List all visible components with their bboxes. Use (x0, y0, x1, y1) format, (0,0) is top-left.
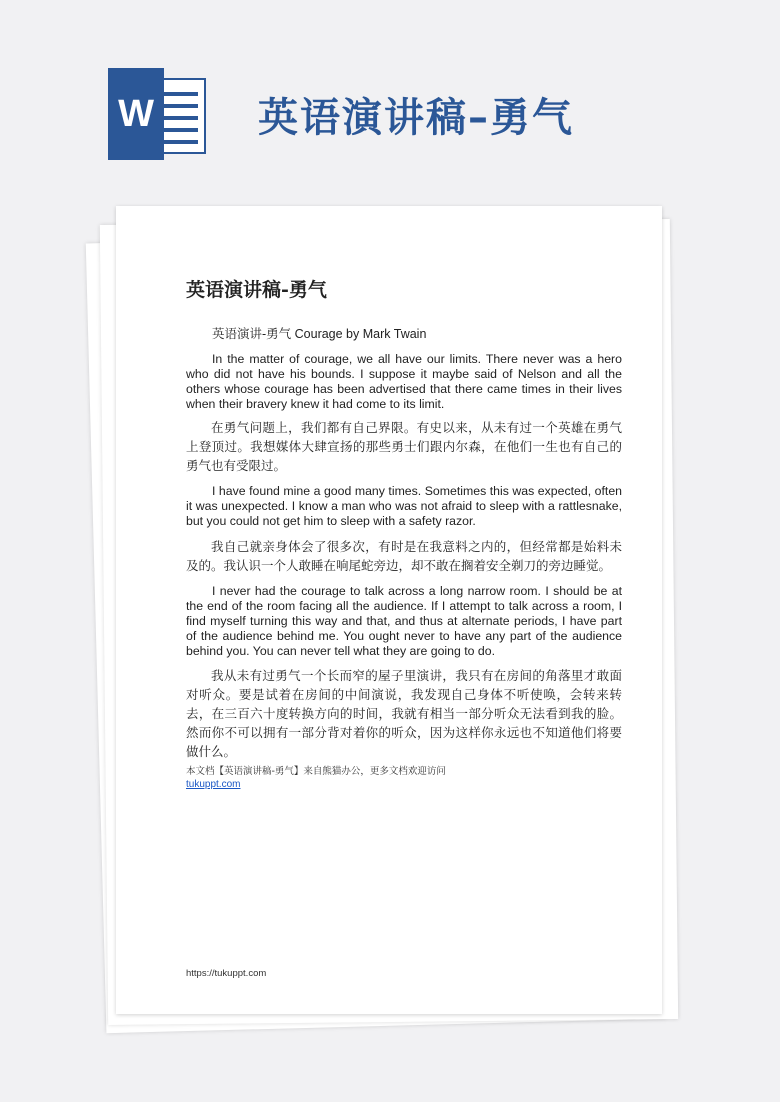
word-letter-badge: W (108, 68, 164, 160)
paragraph-cn-1: 在勇气问题上，我们都有自己界限。有史以来，从未有过一个英雄在勇气上登顶过。我想媒体大肆宣扬的那些勇士们跟内尔森，在他们一生也有自己的勇气也有受限过。 (186, 420, 622, 473)
paragraph-cn-2: 我自己就亲身体会了很多次，有时是在我意料之内的，但经常都是始料未及的。我认识一个人敢睡在响尾蛇旁边，却不敢在搁着安全剃刀的旁边睡觉。 (186, 539, 622, 573)
document-subtitle: 英语演讲-勇气 Courage by Mark Twain (212, 327, 427, 341)
document-title: 英语演讲稿-勇气 (186, 279, 327, 301)
paragraph-en-3: I never had the courage to talk across a long narrow room. I should be at the end of the room facing all the audience. If I attempt to talk across a room, I find myself turning this way and that, and thus at alternate periods, I have part of the audience behind me. You ought never to have any part of the audience behind you. You can never tell what they are going to do. (186, 584, 622, 658)
paragraph-en-2: I have found mine a good many times. Sometimes this was expected, often it was unexpected. I know a man who was not afraid to sleep with a rattlesnake, but you could not get him to sleep with a safety razor. (186, 484, 622, 528)
paragraph-cn-3: 我从未有过勇气一个长而窄的屋子里演讲，我只有在房间的角落里才敢面对听众。要是试着在房间的中间演说，我发现自己身体不听使唤，会转来转去，在三百六十度转换方向的时间，我就有相当一部分听众无法看到我的脸。然而你不可以拥有一部分背对着你的听众，因为这样你永远也不知道他们将要做什么。 (186, 668, 622, 759)
source-note: 本文档【英语演讲稿-勇气】来自熊猫办公，更多文档欢迎访问 (186, 766, 446, 777)
source-link[interactable]: tukuppt.com (186, 779, 241, 790)
footer-url: https://tukuppt.com (186, 968, 267, 979)
banner-title: 英语演讲稿–勇气 (258, 95, 574, 141)
paragraph-en-1: In the matter of courage, we all have our limits. There never was a hero who did not have his bounds. I suppose it maybe said of Nelson and all the others whose courage has been advertised that there came times in their lives when their bravery knew it had come to its limit. (186, 352, 622, 411)
word-doc-icon (108, 68, 208, 160)
